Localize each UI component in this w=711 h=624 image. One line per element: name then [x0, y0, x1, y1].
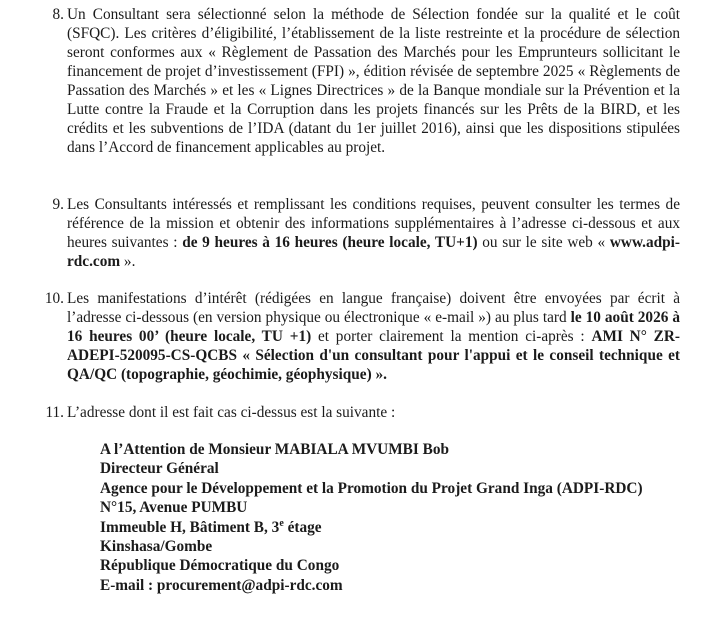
paragraph-11 [34, 403, 680, 422]
paragraph-number: 11. [45, 404, 64, 421]
deadline: le 10 août 2026 à 16 heures 00’ (heure locale, TU +1) [67, 309, 680, 345]
paragraph-text: L’adresse dont il est fait cas ci-dessus est la suivante : [67, 404, 396, 421]
website-link[interactable]: www.adpi-rdc.com [67, 234, 680, 270]
address-attention: A l’Attention de Monsieur MABIALA MVUMBI Bob [100, 441, 450, 458]
address-agency: Agence pour le Développement et la Promotion du Projet Grand Inga (ADPI-RDC) [100, 479, 643, 497]
text-segment: et porter clairement la mention ci-après : [311, 328, 592, 345]
address-email[interactable]: E-mail : procurement@adpi-rdc.com [100, 576, 343, 594]
building-sup: e [279, 517, 284, 529]
text-segment: ou sur le site web « [477, 234, 610, 251]
address-city: Kinshasa/Gombe [100, 538, 213, 556]
paragraph-number: 8. [52, 6, 64, 23]
building-suffix: étage [283, 518, 322, 536]
address-street: N°15, Avenue PUMBU [100, 499, 248, 517]
office-hours: de 9 heures à 16 heures (heure locale, TU+1) [182, 234, 478, 251]
paragraph-number: 9. [52, 196, 64, 213]
address-country: République Démocratique du Congo [100, 557, 340, 575]
text-segment: Les manifestations d’intérêt (rédigées en langue française) doivent être envoyées par écrit à l’adresse ci-dessous (en version physique ou électronique « e-mail ») au plus tard [67, 290, 680, 326]
paragraph-8 [34, 5, 680, 157]
reference-mention: AMI N° ZR-ADEPI-520095-CS-QCBS « Sélection d'un consultant pour l'appui et le conseil technique et QA/QC (topographie, géochimie, géophysique) ». [67, 328, 680, 383]
paragraph-text: Un Consultant sera sélectionné selon la méthode de Sélection fondée sur la qualité et le coût (SFQC). Les critères d’éligibilité, l’établissement de la liste restreinte et la procédure de sélection seront conformes aux « Règlement de Passation des Marchés pour les Emprunteurs sollicitant le financement de projet d’investissement (FPI) », édition révisée de septembre 2025 « Règlements de Passation des Marchés » et les « Lignes Directrices » de la Banque mondiale sur la Prévention et la Lutte contre la Fraude et la Corruption dans les projets financés sur les Prêts de la BIRD, et les crédits et les subventions de l’IDA (datant du 1er juillet 2016), ainsi que les dispositions stipulées dans l’Accord de financement applicables au projet. [67, 6, 680, 156]
address-title: Directeur Général [100, 460, 219, 478]
paragraph-text [67, 195, 680, 271]
paragraph-9 [34, 195, 680, 271]
paragraph-10 [34, 289, 680, 384]
paragraph-text [67, 289, 680, 384]
paragraph-number: 10. [44, 290, 64, 307]
address-block [100, 440, 670, 595]
text-segment: ». [120, 253, 136, 270]
building-prefix: Immeuble H, Bâtiment B, 3 [100, 518, 280, 536]
text-segment: Les Consultants intéressés et remplissant les conditions requises, peuvent consulter les termes de référence de la mission et obtenir des informations supplémentaires à l’adresse ci-dessous et aux heures suivantes : [67, 196, 680, 251]
address-building [100, 518, 670, 537]
